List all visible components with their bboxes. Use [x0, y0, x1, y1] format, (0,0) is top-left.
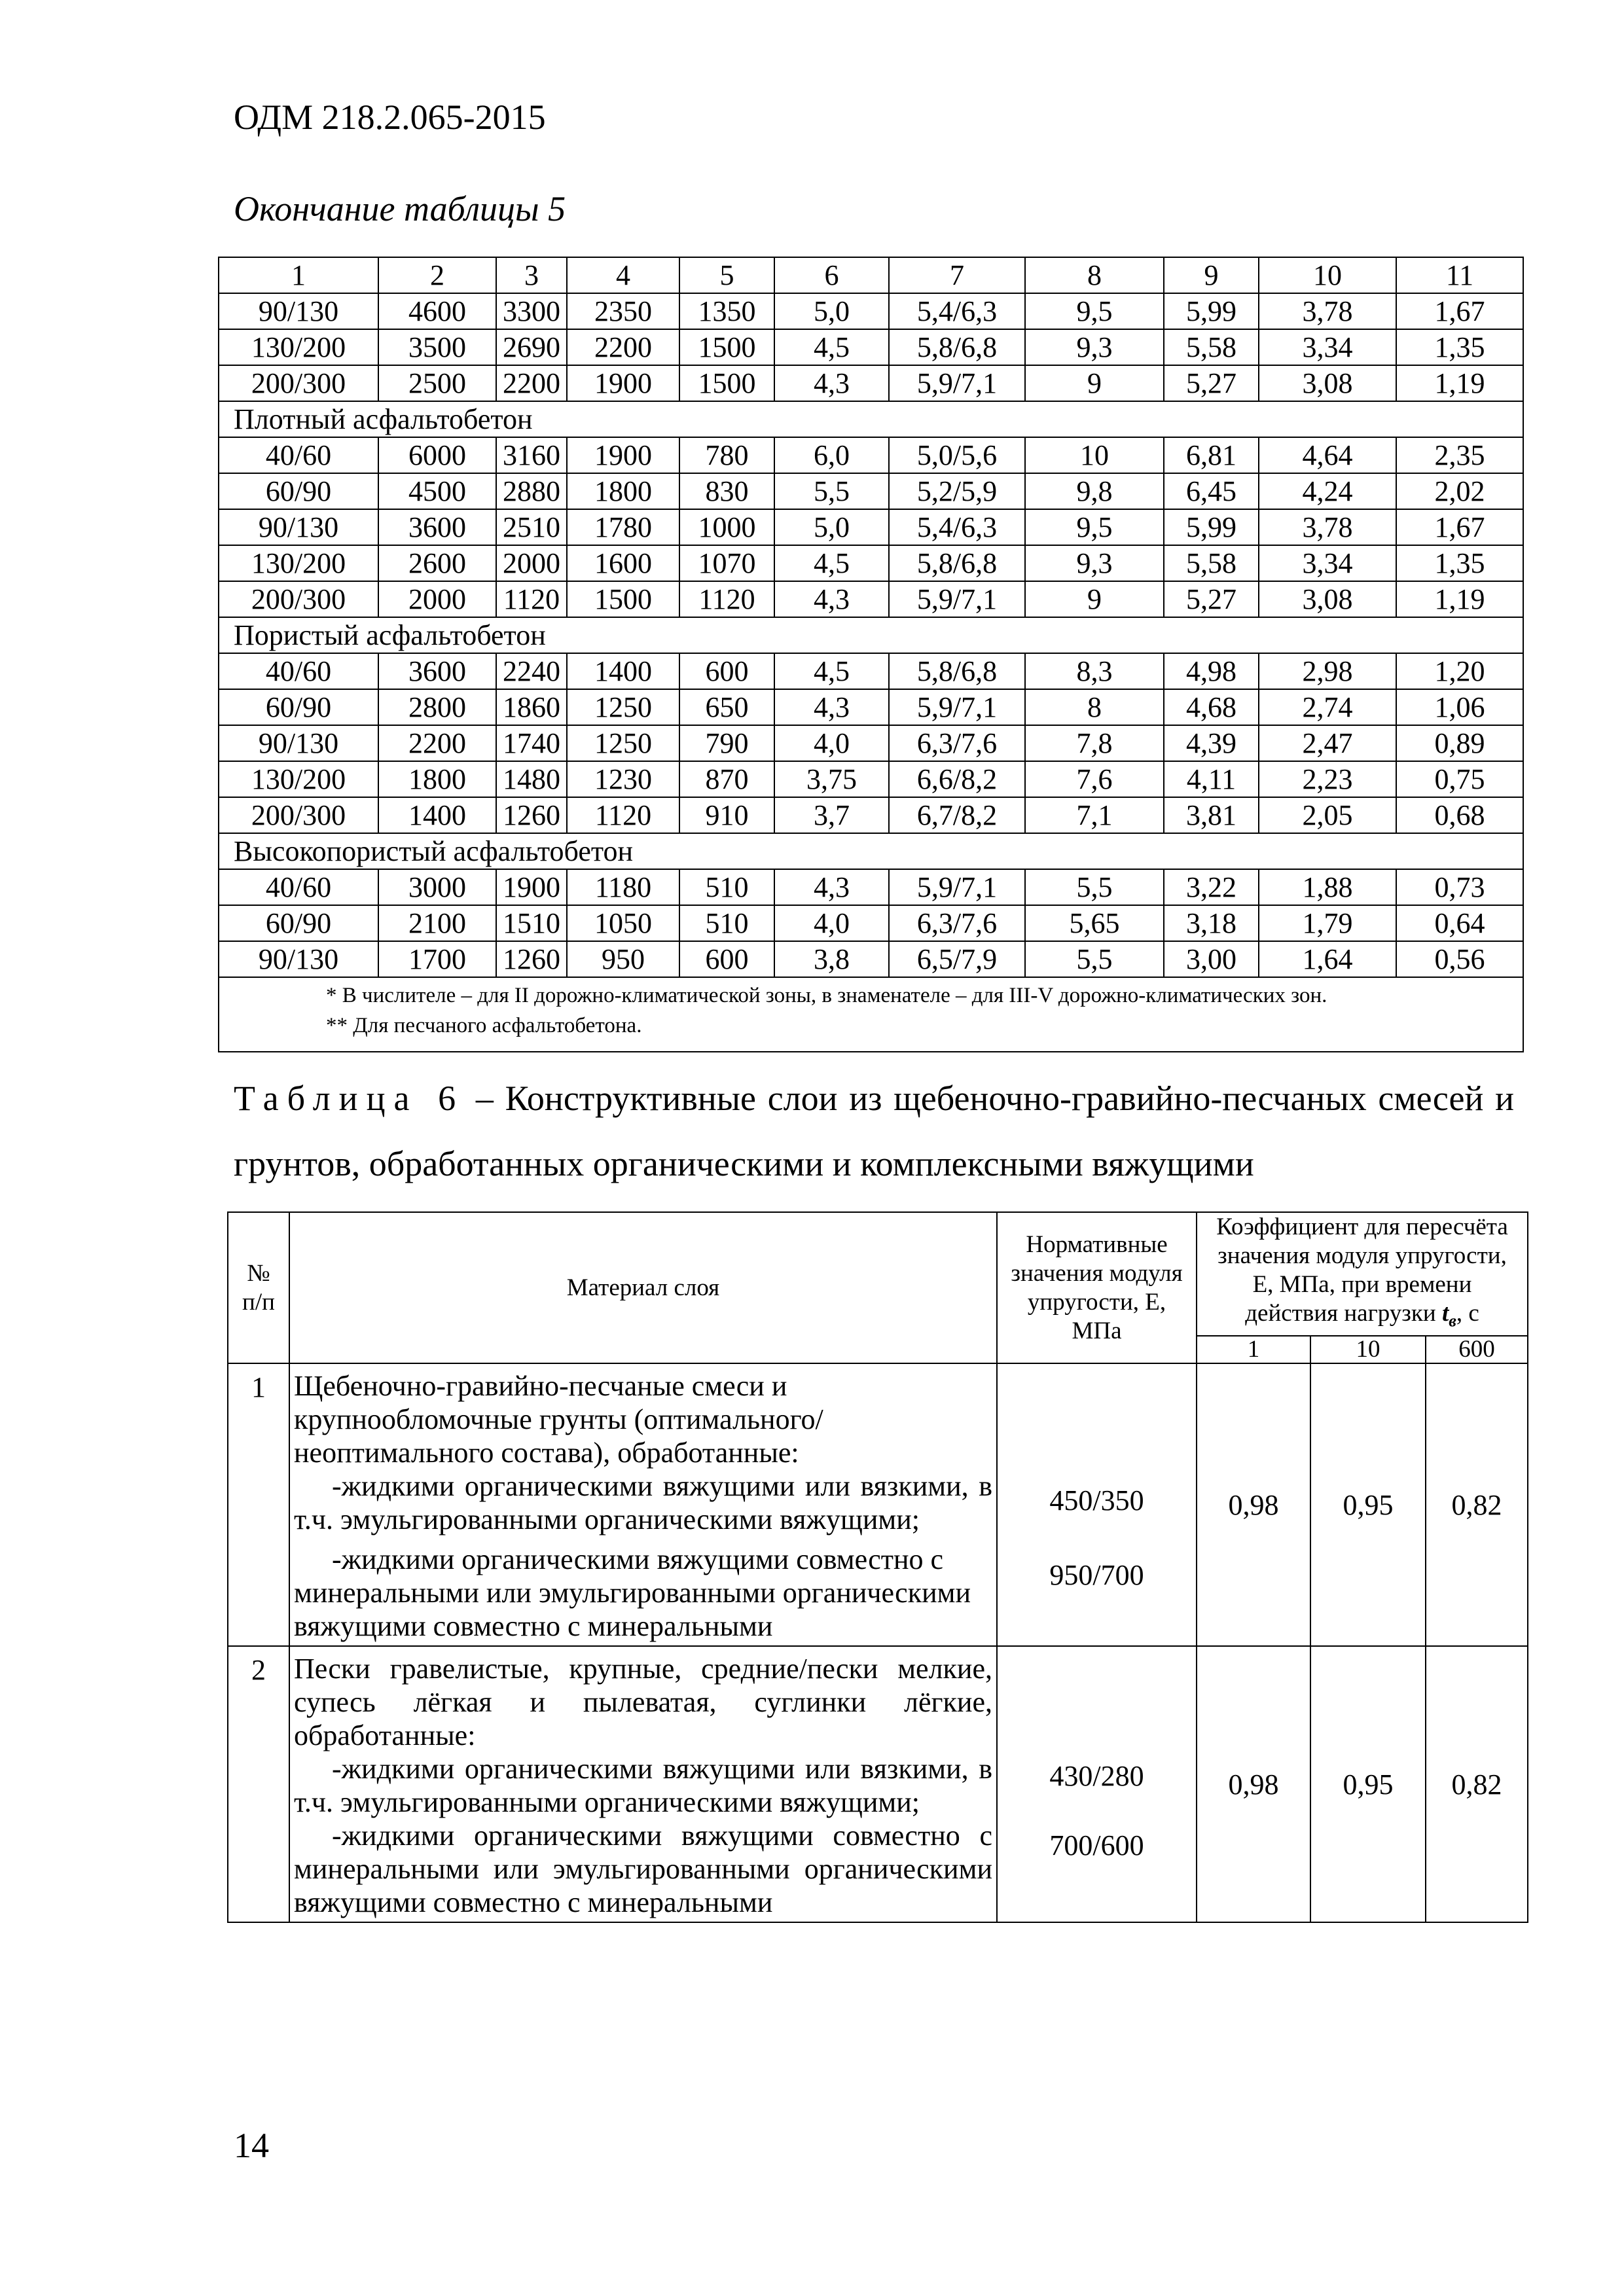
table-cell: 4,0 [774, 905, 889, 941]
table-cell: 1740 [496, 725, 567, 761]
table-cell: 1400 [567, 653, 679, 689]
table-cell: 910 [679, 797, 774, 833]
table-cell: 1,19 [1396, 365, 1523, 401]
table-cell: 2,98 [1259, 653, 1396, 689]
table-cell: 6,0 [774, 437, 889, 473]
header-time-10: 10 [1310, 1336, 1426, 1363]
material-item: -жидкими органическими вяжущими или вязкими, в т.ч. эмульгированными органическими вяжущими; [294, 1470, 992, 1536]
table-cell: 2100 [378, 905, 496, 941]
table-cell: 3500 [378, 329, 496, 365]
table-cell: 2200 [378, 725, 496, 761]
column-header-row [219, 257, 1523, 293]
table-row [219, 797, 1523, 833]
table-cell: 3,34 [1259, 545, 1396, 581]
table-cell: 0,68 [1396, 797, 1523, 833]
table5-caption: Окончание таблицы 5 [234, 189, 566, 228]
table-cell: 1250 [567, 725, 679, 761]
table-cell: 200/300 [219, 365, 378, 401]
table-cell: 2,47 [1259, 725, 1396, 761]
table-cell: 2,05 [1259, 797, 1396, 833]
table-cell: 9,5 [1025, 293, 1164, 329]
table-row [219, 293, 1523, 329]
notes-row [219, 977, 1523, 1052]
table-cell: 2,02 [1396, 473, 1523, 509]
table-cell: 5,9/7,1 [889, 365, 1025, 401]
modulus-value: 430/280 [1049, 1759, 1144, 1792]
table-cell: 10 [1025, 437, 1164, 473]
table-cell: 8 [1025, 689, 1164, 725]
table-cell: 3,78 [1259, 293, 1396, 329]
table-cell: 7 [889, 257, 1025, 293]
table-cell: 2200 [567, 329, 679, 365]
table-row [219, 365, 1523, 401]
table-cell: 6,5/7,9 [889, 941, 1025, 977]
table-cell: 1900 [567, 365, 679, 401]
table-cell: 4,68 [1164, 689, 1259, 725]
table-cell: 5,8/6,8 [889, 329, 1025, 365]
table-cell: 6,6/8,2 [889, 761, 1025, 797]
table-cell: 4600 [378, 293, 496, 329]
table-cell: 1120 [567, 797, 679, 833]
table-cell: 3,22 [1164, 869, 1259, 905]
table-cell: 2880 [496, 473, 567, 509]
row-number: 1 [228, 1363, 289, 1646]
table-cell: 0,89 [1396, 725, 1523, 761]
table-cell: 40/60 [219, 653, 378, 689]
table-cell: 4,3 [774, 869, 889, 905]
table-cell: 1,35 [1396, 545, 1523, 581]
table-cell: 1700 [378, 941, 496, 977]
footnote: * В числителе – для II дорожно-климатической зоны, в знаменателе – для III-V дорожно-климатических зон. [326, 984, 1327, 1007]
table-cell: 5,8/6,8 [889, 545, 1025, 581]
header-coef-line3: Е, МПа, при времени [1252, 1271, 1472, 1298]
section-row [219, 401, 1523, 437]
table-cell: 1,67 [1396, 509, 1523, 545]
table-cell: 1,88 [1259, 869, 1396, 905]
table-cell: 1120 [496, 581, 567, 617]
table-cell: 4,3 [774, 581, 889, 617]
table-cell: 0,64 [1396, 905, 1523, 941]
coef-600-cell: 0,82 [1426, 1646, 1528, 1922]
table-cell: 60/90 [219, 905, 378, 941]
table-cell: 90/130 [219, 509, 378, 545]
table-cell: 5,27 [1164, 365, 1259, 401]
table-cell: 2000 [378, 581, 496, 617]
material-item: -жидкими органическими вяжущими или вязкими, в т.ч. эмульгированными органическими вяжущими; [294, 1753, 992, 1819]
modulus-cell [997, 1646, 1197, 1922]
table-cell: 7,6 [1025, 761, 1164, 797]
table-cell: 7,8 [1025, 725, 1164, 761]
table-cell: 3160 [496, 437, 567, 473]
table-cell: 4,5 [774, 545, 889, 581]
header-coef-line4 [1197, 1299, 1527, 1335]
table-cell: 130/200 [219, 761, 378, 797]
table-cell: 2500 [378, 365, 496, 401]
table-cell: 1,35 [1396, 329, 1523, 365]
table-cell: 6000 [378, 437, 496, 473]
table-cell: 1260 [496, 941, 567, 977]
table-cell: 650 [679, 689, 774, 725]
header-unit: , с [1456, 1300, 1479, 1327]
table-cell: 1230 [567, 761, 679, 797]
table-row [219, 473, 1523, 509]
table-cell: 4,39 [1164, 725, 1259, 761]
document-header: ОДМ 218.2.065-2015 [234, 98, 546, 137]
modulus-value: 700/600 [1049, 1829, 1144, 1861]
table6-caption-text: – Конструктивные слои из щебеночно-гравийно-песчаных смесей и грунтов, обработанных органическими и комплексными вяжущими [234, 1079, 1514, 1183]
header-coefficient [1197, 1212, 1528, 1336]
table-cell: 1000 [679, 509, 774, 545]
table-cell: 6,7/8,2 [889, 797, 1025, 833]
material-intro: Пески гравелистые, крупные, средние/пески мелкие, супесь лёгкая и пылеватая, суглинки лёгкие, обработанные: [294, 1653, 992, 1752]
material-cell [289, 1646, 997, 1922]
table-cell: 5,0 [774, 509, 889, 545]
load-time-symbol [1441, 1300, 1456, 1331]
table-cell: 1510 [496, 905, 567, 941]
material-intro: Щебеночно-гравийно-песчаные смеси и крупнообломочные грунты (оптимального/неоптимального состава), обработанные: [294, 1370, 823, 1469]
table-cell: 2350 [567, 293, 679, 329]
table-cell: 130/200 [219, 329, 378, 365]
section-title: Высокопористый асфальтобетон [219, 833, 1523, 869]
table-row [219, 653, 1523, 689]
table-cell: 4,98 [1164, 653, 1259, 689]
table-cell: 5,99 [1164, 293, 1259, 329]
table-cell: 1250 [567, 689, 679, 725]
table-cell: 6 [774, 257, 889, 293]
table-cell: 1500 [679, 365, 774, 401]
table-cell: 1,19 [1396, 581, 1523, 617]
table-cell: 5,99 [1164, 509, 1259, 545]
table-cell: 5,2/5,9 [889, 473, 1025, 509]
table-cell: 5,27 [1164, 581, 1259, 617]
table-cell: 11 [1396, 257, 1523, 293]
table-cell: 830 [679, 473, 774, 509]
section-title: Плотный асфальтобетон [219, 401, 1523, 437]
table-cell: 3000 [378, 869, 496, 905]
table-cell: 2000 [496, 545, 567, 581]
table-cell: 1070 [679, 545, 774, 581]
header-modulus-line2: значения модуля [1011, 1259, 1183, 1287]
table6-caption-lead: Таблица 6 [234, 1079, 465, 1118]
table-cell: 2,74 [1259, 689, 1396, 725]
table-cell: 790 [679, 725, 774, 761]
material-cell [289, 1363, 997, 1646]
table-cell: 1120 [679, 581, 774, 617]
table-cell: 1 [219, 257, 378, 293]
table-cell: 10 [1259, 257, 1396, 293]
header-coef-line1: Коэффициент для пересчёта [1216, 1213, 1508, 1240]
table-cell: 5,9/7,1 [889, 581, 1025, 617]
table-cell: 3,8 [774, 941, 889, 977]
table-cell: 1400 [378, 797, 496, 833]
table-cell: 9,3 [1025, 329, 1164, 365]
table-cell: 1780 [567, 509, 679, 545]
table-cell: 780 [679, 437, 774, 473]
table-cell: 950 [567, 941, 679, 977]
table-cell: 40/60 [219, 869, 378, 905]
coef-10-cell: 0,95 [1310, 1646, 1426, 1922]
table-cell: 3,00 [1164, 941, 1259, 977]
table-cell: 2,23 [1259, 761, 1396, 797]
table-cell: 200/300 [219, 581, 378, 617]
table-cell: 5,4/6,3 [889, 509, 1025, 545]
table-cell: 5,58 [1164, 329, 1259, 365]
table-row [219, 689, 1523, 725]
table-cell: 8 [1025, 257, 1164, 293]
table-cell: 1800 [378, 761, 496, 797]
header-coef-line4-text: действия нагрузки [1245, 1300, 1436, 1327]
table-cell: 3 [496, 257, 567, 293]
table-cell: 0,75 [1396, 761, 1523, 797]
coef-1-cell: 0,98 [1197, 1363, 1310, 1646]
header-num-line2: п/п [242, 1288, 275, 1316]
table-cell: 3,81 [1164, 797, 1259, 833]
header-num [228, 1212, 289, 1363]
table-cell: 2 [378, 257, 496, 293]
table-cell: 2200 [496, 365, 567, 401]
table-cell: 3600 [378, 509, 496, 545]
table6-caption [234, 1066, 1514, 1196]
table-cell: 4,3 [774, 689, 889, 725]
table-cell: 9,3 [1025, 545, 1164, 581]
table-cell: 1050 [567, 905, 679, 941]
table-cell: 4,64 [1259, 437, 1396, 473]
table-cell: 1900 [567, 437, 679, 473]
coef-10-cell: 0,95 [1310, 1363, 1426, 1646]
table-cell: 1800 [567, 473, 679, 509]
table-row [228, 1646, 1528, 1922]
modulus-value: 950/700 [1049, 1558, 1144, 1591]
table-cell: 3300 [496, 293, 567, 329]
table-row [219, 329, 1523, 365]
header-modulus-line3: упругости, Е, [1027, 1288, 1166, 1316]
table-cell: 8,3 [1025, 653, 1164, 689]
table-row [219, 509, 1523, 545]
table-cell: 90/130 [219, 725, 378, 761]
table-cell: 60/90 [219, 689, 378, 725]
material-item: -жидкими органическими вяжущими совместно с минеральными или эмульгированными органическими вяжущими совместно с минеральными [294, 1820, 992, 1919]
table-cell: 4,11 [1164, 761, 1259, 797]
table-cell: 1350 [679, 293, 774, 329]
table-cell: 3600 [378, 653, 496, 689]
row-number: 2 [228, 1646, 289, 1922]
table-cell: 4 [567, 257, 679, 293]
page-number: 14 [234, 2126, 269, 2165]
table-cell: 6,45 [1164, 473, 1259, 509]
table-cell: 4,0 [774, 725, 889, 761]
modulus-cell [997, 1363, 1197, 1646]
table-cell: 4500 [378, 473, 496, 509]
table-cell: 60/90 [219, 473, 378, 509]
table-cell: 600 [679, 941, 774, 977]
table-cell: 1,20 [1396, 653, 1523, 689]
table-cell: 5,5 [1025, 941, 1164, 977]
table-cell: 5,58 [1164, 545, 1259, 581]
table-row [219, 581, 1523, 617]
table-cell: 4,3 [774, 365, 889, 401]
table-cell: 5,65 [1025, 905, 1164, 941]
table-cell: 1260 [496, 797, 567, 833]
table-cell: 4,5 [774, 329, 889, 365]
table-cell: 5,9/7,1 [889, 689, 1025, 725]
table-cell: 200/300 [219, 797, 378, 833]
table-cell: 6,81 [1164, 437, 1259, 473]
table-row [219, 761, 1523, 797]
table-cell: 1860 [496, 689, 567, 725]
material-item: -жидкими органическими вяжущими совместно с минеральными или эмульгированными органическими вяжущими совместно с минеральными [294, 1543, 971, 1643]
table-cell: 6,3/7,6 [889, 905, 1025, 941]
table-cell: 510 [679, 905, 774, 941]
table-cell: 5,9/7,1 [889, 869, 1025, 905]
table-cell: 5,4/6,3 [889, 293, 1025, 329]
table-row [219, 545, 1523, 581]
header-time-600: 600 [1426, 1336, 1528, 1363]
table-cell: 5,8/6,8 [889, 653, 1025, 689]
header-num-line1: № [247, 1259, 270, 1287]
coef-1-cell: 0,98 [1197, 1646, 1310, 1922]
header-material: Материал слоя [289, 1212, 997, 1363]
header-modulus [997, 1212, 1197, 1363]
table-cell: 9 [1025, 365, 1164, 401]
table-row [219, 941, 1523, 977]
table-cell: 40/60 [219, 437, 378, 473]
table-cell: 5,5 [1025, 869, 1164, 905]
table-row [219, 869, 1523, 905]
table-cell: 2800 [378, 689, 496, 725]
section-row [219, 617, 1523, 653]
table-cell: 90/130 [219, 941, 378, 977]
table-cell: 5,0/5,6 [889, 437, 1025, 473]
header-time-1: 1 [1197, 1336, 1310, 1363]
table-cell: 2510 [496, 509, 567, 545]
coef-600-cell: 0,82 [1426, 1363, 1528, 1646]
table-cell: 600 [679, 653, 774, 689]
table-cell: 9 [1025, 581, 1164, 617]
table-row [219, 437, 1523, 473]
table-cell: 1,06 [1396, 689, 1523, 725]
table-row [219, 725, 1523, 761]
table-cell: 3,7 [774, 797, 889, 833]
table-cell: 870 [679, 761, 774, 797]
load-time-symbol-sub: в [1449, 1311, 1456, 1331]
section-title: Пористый асфальтобетон [219, 617, 1523, 653]
modulus-value: 450/350 [1049, 1484, 1144, 1516]
table6 [227, 1211, 1528, 1923]
table-cell: 5,0 [774, 293, 889, 329]
table-cell: 0,56 [1396, 941, 1523, 977]
table-cell: 2240 [496, 653, 567, 689]
table-cell: 9 [1164, 257, 1259, 293]
table-cell: 6,3/7,6 [889, 725, 1025, 761]
table-cell: 4,5 [774, 653, 889, 689]
table-cell: 1180 [567, 869, 679, 905]
load-time-symbol-t: t [1441, 1300, 1449, 1327]
table-row [228, 1363, 1528, 1646]
table-cell: 1900 [496, 869, 567, 905]
table-cell: 510 [679, 869, 774, 905]
table-cell: 4,24 [1259, 473, 1396, 509]
table-cell: 3,08 [1259, 581, 1396, 617]
table-cell: 3,75 [774, 761, 889, 797]
table-cell: 1480 [496, 761, 567, 797]
table-cell: 1,64 [1259, 941, 1396, 977]
table5 [218, 257, 1524, 1052]
table-cell: 1,79 [1259, 905, 1396, 941]
header-modulus-line1: Нормативные [1026, 1230, 1168, 1258]
table-cell: 3,34 [1259, 329, 1396, 365]
table-cell: 9,5 [1025, 509, 1164, 545]
header-modulus-line4: МПа [1072, 1317, 1122, 1344]
table-cell: 2600 [378, 545, 496, 581]
header-coef-line2: значения модуля упругости, [1218, 1242, 1507, 1269]
table-cell: 1500 [679, 329, 774, 365]
table-cell: 3,08 [1259, 365, 1396, 401]
table-cell: 0,73 [1396, 869, 1523, 905]
table-cell: 3,18 [1164, 905, 1259, 941]
table-cell: 1600 [567, 545, 679, 581]
table-cell: 1500 [567, 581, 679, 617]
table-notes [219, 977, 1523, 1052]
table-row [219, 905, 1523, 941]
table-cell: 2,35 [1396, 437, 1523, 473]
table-cell: 1,67 [1396, 293, 1523, 329]
footnote: ** Для песчаного асфальтобетона. [326, 1014, 642, 1037]
table-cell: 7,1 [1025, 797, 1164, 833]
table-cell: 90/130 [219, 293, 378, 329]
table-cell: 5 [679, 257, 774, 293]
table-cell: 2690 [496, 329, 567, 365]
table-cell: 130/200 [219, 545, 378, 581]
table-cell: 5,5 [774, 473, 889, 509]
section-row [219, 833, 1523, 869]
table-cell: 9,8 [1025, 473, 1164, 509]
table-cell: 3,78 [1259, 509, 1396, 545]
